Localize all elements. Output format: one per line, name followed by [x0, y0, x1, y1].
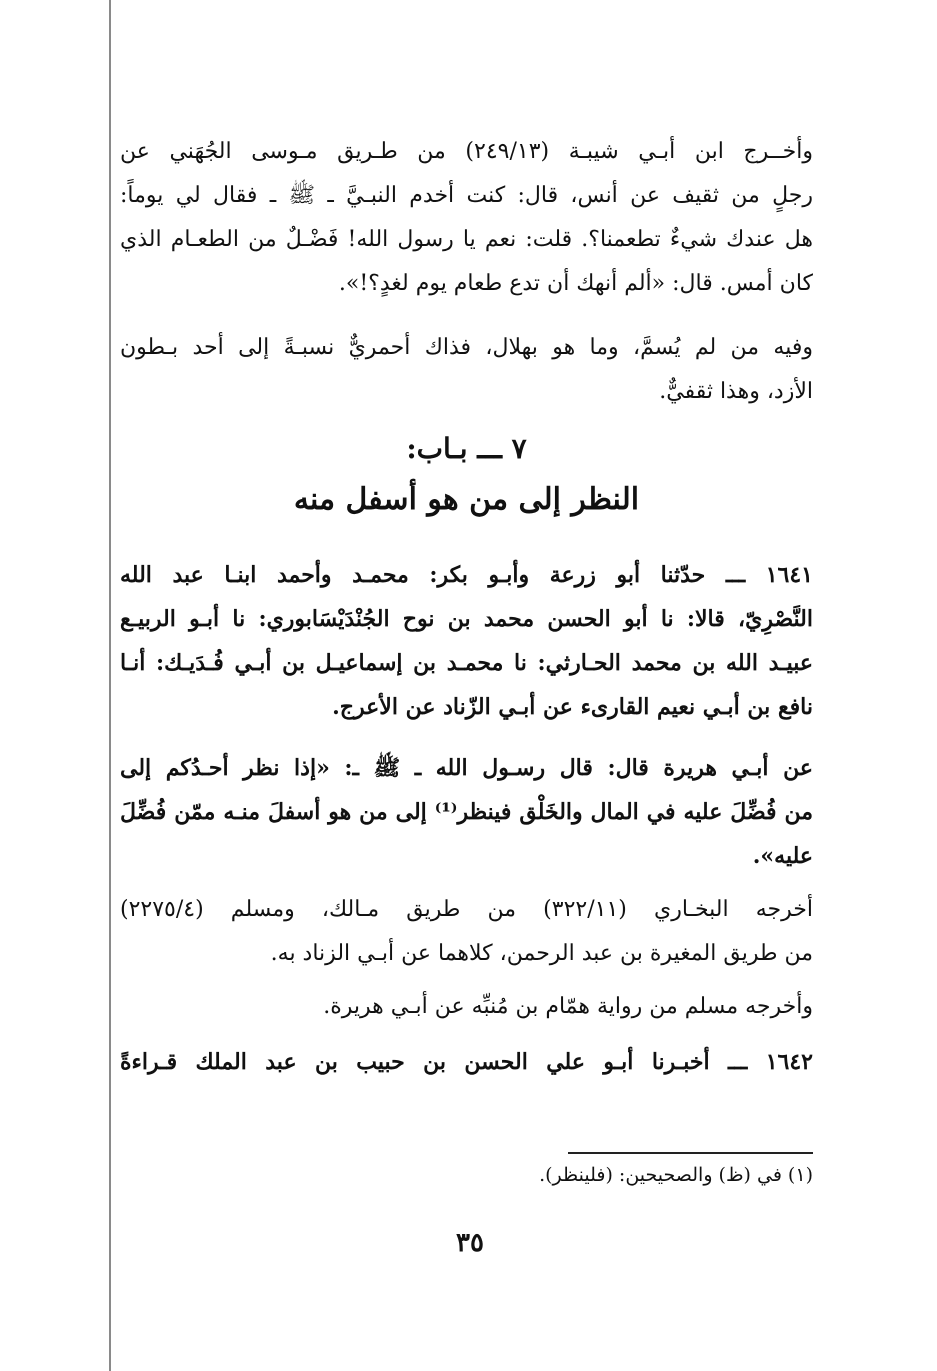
text-line: وفيه من لم يُسمَّ، وما هو بهلال، فذاك أحمريٌّ نسبـةً إلى أحد بـطون	[120, 335, 813, 360]
text-line: وأخرجه مسلم من رواية همّام بن مُنبِّه عن أبـي هريرة.	[323, 994, 813, 1019]
hadith-1641-matn	[120, 746, 813, 878]
chapter-heading-number: ٧ ـــ بـاب:	[406, 432, 527, 465]
footnote-separator	[568, 1152, 813, 1154]
text-line: عن أبـي هريرة قال: قال رسـول الله ـ ﷺ ـ: «إذا نظر أحـدُكم إلى	[120, 755, 813, 781]
text-line: من طريق المغيرة بن عبد الرحمن، كلاهما عن أبـي الزناد به.	[270, 941, 813, 966]
text-line: ١٦٤١ ـــ حدّثنا أبو زرعة وأبـو بكر: محمـد وأحمد ابنـا عبد الله	[120, 562, 813, 588]
text-line: الأزد، وهذا ثقفيٌّ.	[659, 379, 813, 404]
takhrij-bukhari-muslim	[120, 888, 813, 976]
text-line: أخرجه البخـاري (٣٢٢/١١) من طريق مـالك، ومسلم (٢٢٧٥/٤)	[120, 897, 813, 922]
chapter-title: النظر إلى من هو أسفل منه	[293, 482, 640, 517]
paragraph-commentary	[120, 326, 813, 414]
paragraph-ibn-abi-shayba	[120, 130, 813, 306]
text-line: النَّصْرِيّ، قالا: نا أبو الحسن محمد بن نوح الجُنْدَيْسَابوري: نا أبـو الربيـع	[120, 606, 813, 632]
hadith-1641-isnad	[120, 553, 813, 729]
text-line: ١٦٤٢ ـــ أخبـرنا أبـو علي الحسن بن حبيب بن عبد الملك قـراءةً	[120, 1049, 813, 1075]
text-line: نافع بن أبـي نعيم القارىء عن أبـي الزّناد عن الأعرج.	[332, 694, 813, 720]
text-line: وأخــرج ابن أبـي شيبـة (٢٤٩/١٣) من طـريق مـوسى الجُهَني عن	[120, 139, 813, 164]
footnote: (١) في (ظ) والصحيحين: (فلينظر).	[539, 1164, 813, 1186]
page-edge-line	[109, 0, 111, 1371]
hadith-1642-isnad	[120, 1040, 813, 1084]
text-line: هل عندك شيءٌ تطعمنا؟. قلت: نعم يا رسول الله! فَضْـلٌ من الطعـام الذي	[120, 227, 813, 252]
text-line: عليه».	[752, 843, 813, 869]
text-line: رجلٍ من ثقيف عن أنس، قال: كنت أخدم النبـيَّ ـ ﷺ ـ فقال لي يوماً:	[120, 183, 813, 208]
text-line: كان أمس. قال: «ألم أنهك أن تدع طعام يوم لغدٍ؟!».	[338, 271, 813, 296]
takhrij-muslim-hammam	[120, 985, 813, 1029]
text-line: عبيـد الله بن محمد الحـارثي: نا محمـد بن إسماعيـل بن أبـي فُـدَيـك: أنـا	[120, 650, 813, 676]
text-line: من فُضِّلَ عليه في المال والخَلْق فينظر⁽¹⁾ إلى من هو أسفلَ منـه ممّن فُضِّلَ	[120, 799, 813, 825]
page-number: ٣٥	[456, 1228, 484, 1258]
